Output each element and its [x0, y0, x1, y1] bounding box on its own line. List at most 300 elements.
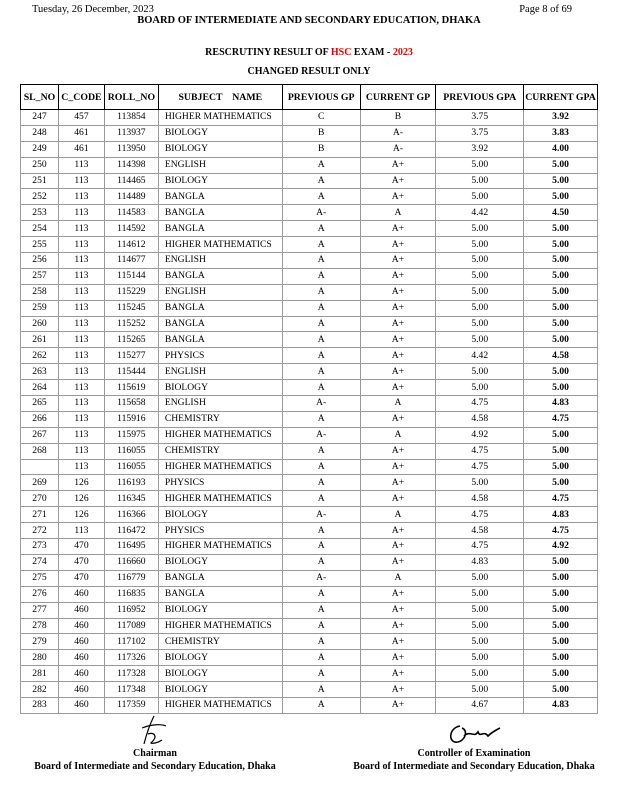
chairman-block — [10, 747, 300, 773]
previous-gpa-cell: 5.00 — [436, 300, 524, 316]
previous-gpa-cell: 4.58 — [436, 491, 524, 507]
current-gp-cell: A+ — [360, 364, 436, 380]
sl-no-cell: 256 — [21, 253, 59, 269]
previous-gpa-cell: 5.00 — [436, 364, 524, 380]
previous-gp-cell: A — [282, 666, 360, 682]
table-row — [21, 618, 598, 634]
subject-cell: ENGLISH — [158, 396, 282, 412]
previous-gpa-cell: 5.00 — [436, 253, 524, 269]
previous-gpa-cell: 5.00 — [436, 189, 524, 205]
current-gp-cell: A+ — [360, 666, 436, 682]
c-code-cell: 460 — [58, 682, 104, 698]
previous-gpa-cell: 3.75 — [436, 110, 524, 126]
table-row — [21, 602, 598, 618]
table-row — [21, 539, 598, 555]
subject-cell: BIOLOGY — [158, 380, 282, 396]
roll-no-cell: 117328 — [104, 666, 158, 682]
sl-no-cell: 275 — [21, 570, 59, 586]
current-gpa-cell: 5.00 — [524, 427, 598, 443]
subject-cell: BIOLOGY — [158, 125, 282, 141]
previous-gp-cell: A — [282, 459, 360, 475]
roll-no-cell: 116345 — [104, 491, 158, 507]
sl-no-cell: 261 — [21, 332, 59, 348]
sl-no-cell: 279 — [21, 634, 59, 650]
current-gpa-cell: 5.00 — [524, 300, 598, 316]
c-code-cell: 470 — [58, 539, 104, 555]
roll-no-cell: 116472 — [104, 523, 158, 539]
current-gpa-cell: 5.00 — [524, 189, 598, 205]
table-body — [21, 110, 598, 714]
exam-year: 2023 — [392, 47, 413, 58]
table-row — [21, 189, 598, 205]
c-code-cell: 126 — [58, 507, 104, 523]
col-subject-name: SUBJECT NAME — [158, 85, 282, 110]
roll-no-cell: 117359 — [104, 697, 158, 713]
table-row — [21, 268, 598, 284]
c-code-cell: 113 — [58, 173, 104, 189]
previous-gp-cell: A — [282, 411, 360, 427]
current-gpa-cell: 4.92 — [524, 539, 598, 555]
current-gpa-cell: 5.00 — [524, 570, 598, 586]
roll-no-cell: 116779 — [104, 570, 158, 586]
sl-no-cell: 259 — [21, 300, 59, 316]
chairman-title: Chairman — [133, 748, 177, 759]
previous-gp-cell: A — [282, 284, 360, 300]
current-gp-cell: A+ — [360, 634, 436, 650]
controller-title: Controller of Examination — [417, 748, 531, 759]
print-date: Tuesday, 26 December, 2023 — [32, 4, 154, 15]
c-code-cell: 113 — [58, 300, 104, 316]
c-code-cell: 460 — [58, 650, 104, 666]
previous-gp-cell: A — [282, 364, 360, 380]
roll-no-cell: 114489 — [104, 189, 158, 205]
previous-gpa-cell: 4.67 — [436, 697, 524, 713]
c-code-cell: 113 — [58, 268, 104, 284]
sl-no-cell: 271 — [21, 507, 59, 523]
previous-gp-cell: A — [282, 697, 360, 713]
current-gpa-cell: 4.75 — [524, 523, 598, 539]
subject-cell: HIGHER MATHEMATICS — [158, 697, 282, 713]
previous-gp-cell: A — [282, 682, 360, 698]
current-gpa-cell: 4.75 — [524, 491, 598, 507]
sl-no-cell: 282 — [21, 682, 59, 698]
current-gp-cell: A+ — [360, 268, 436, 284]
sl-no-cell: 255 — [21, 237, 59, 253]
sl-no-cell: 277 — [21, 602, 59, 618]
current-gpa-cell: 5.00 — [524, 554, 598, 570]
roll-no-cell: 114465 — [104, 173, 158, 189]
previous-gpa-cell: 4.75 — [436, 396, 524, 412]
sl-no-cell: 254 — [21, 221, 59, 237]
table-row — [21, 682, 598, 698]
table-row — [21, 570, 598, 586]
table-row — [21, 237, 598, 253]
roll-no-cell: 116366 — [104, 507, 158, 523]
sl-no-cell: 251 — [21, 173, 59, 189]
roll-no-cell: 116055 — [104, 459, 158, 475]
current-gp-cell: A+ — [360, 173, 436, 189]
sl-no-cell: 281 — [21, 666, 59, 682]
sl-no-cell: 260 — [21, 316, 59, 332]
table-row — [21, 253, 598, 269]
c-code-cell: 113 — [58, 380, 104, 396]
previous-gp-cell: A — [282, 554, 360, 570]
col-roll-no: ROLL_NO — [104, 85, 158, 110]
controller-block — [332, 747, 616, 773]
c-code-cell: 457 — [58, 110, 104, 126]
table-row — [21, 554, 598, 570]
c-code-cell: 113 — [58, 443, 104, 459]
sl-no-cell: 248 — [21, 125, 59, 141]
previous-gp-cell: A — [282, 253, 360, 269]
roll-no-cell: 114592 — [104, 221, 158, 237]
subject-cell: CHEMISTRY — [158, 634, 282, 650]
previous-gpa-cell: 5.00 — [436, 475, 524, 491]
col-previous-gp: PREVIOUS GP — [282, 85, 360, 110]
current-gp-cell: A+ — [360, 332, 436, 348]
chairman-signature — [132, 714, 176, 748]
c-code-cell: 460 — [58, 618, 104, 634]
previous-gpa-cell: 5.00 — [436, 173, 524, 189]
table-row — [21, 396, 598, 412]
table-row — [21, 411, 598, 427]
col-previous-gpa: PREVIOUS GPA — [436, 85, 524, 110]
table-row — [21, 475, 598, 491]
subject-cell: BIOLOGY — [158, 173, 282, 189]
current-gpa-cell: 5.00 — [524, 332, 598, 348]
c-code-cell: 461 — [58, 141, 104, 157]
col-sl-no: SL_NO — [21, 85, 59, 110]
current-gpa-cell: 4.58 — [524, 348, 598, 364]
previous-gp-cell: A — [282, 300, 360, 316]
previous-gp-cell: B — [282, 141, 360, 157]
roll-no-cell: 116193 — [104, 475, 158, 491]
current-gpa-cell: 5.00 — [524, 602, 598, 618]
table-header-row — [21, 85, 598, 110]
previous-gpa-cell: 5.00 — [436, 602, 524, 618]
current-gpa-cell: 5.00 — [524, 253, 598, 269]
previous-gp-cell: A — [282, 316, 360, 332]
table-row — [21, 634, 598, 650]
previous-gpa-cell: 5.00 — [436, 316, 524, 332]
result-title — [0, 47, 618, 58]
c-code-cell: 113 — [58, 427, 104, 443]
c-code-cell: 460 — [58, 586, 104, 602]
sl-no-cell — [21, 459, 59, 475]
sl-no-cell: 280 — [21, 650, 59, 666]
previous-gp-cell: B — [282, 125, 360, 141]
subject-cell: BIOLOGY — [158, 666, 282, 682]
previous-gpa-cell: 5.00 — [436, 284, 524, 300]
current-gp-cell: A- — [360, 141, 436, 157]
sl-no-cell: 269 — [21, 475, 59, 491]
roll-no-cell: 114677 — [104, 253, 158, 269]
previous-gp-cell: A — [282, 380, 360, 396]
previous-gp-cell: A — [282, 189, 360, 205]
previous-gpa-cell: 5.00 — [436, 570, 524, 586]
table-row — [21, 491, 598, 507]
c-code-cell: 113 — [58, 157, 104, 173]
roll-no-cell: 115619 — [104, 380, 158, 396]
previous-gpa-cell: 5.00 — [436, 666, 524, 682]
sl-no-cell: 266 — [21, 411, 59, 427]
roll-no-cell: 115975 — [104, 427, 158, 443]
c-code-cell: 113 — [58, 411, 104, 427]
table-row — [21, 348, 598, 364]
previous-gpa-cell: 4.75 — [436, 443, 524, 459]
current-gp-cell: A+ — [360, 300, 436, 316]
controller-signature — [446, 720, 502, 748]
current-gpa-cell: 4.75 — [524, 411, 598, 427]
current-gpa-cell: 5.00 — [524, 475, 598, 491]
current-gp-cell: A+ — [360, 618, 436, 634]
c-code-cell: 113 — [58, 253, 104, 269]
sl-no-cell: 274 — [21, 554, 59, 570]
previous-gp-cell: A- — [282, 427, 360, 443]
current-gp-cell: A — [360, 427, 436, 443]
previous-gp-cell: A — [282, 523, 360, 539]
c-code-cell: 113 — [58, 284, 104, 300]
subject-cell: BIOLOGY — [158, 682, 282, 698]
c-code-cell: 460 — [58, 602, 104, 618]
current-gp-cell: A+ — [360, 284, 436, 300]
c-code-cell: 113 — [58, 523, 104, 539]
roll-no-cell: 115229 — [104, 284, 158, 300]
roll-no-cell: 113950 — [104, 141, 158, 157]
current-gpa-cell: 3.83 — [524, 125, 598, 141]
subject-cell: BANGLA — [158, 570, 282, 586]
previous-gpa-cell: 5.00 — [436, 157, 524, 173]
previous-gpa-cell: 4.58 — [436, 411, 524, 427]
current-gp-cell: A+ — [360, 602, 436, 618]
roll-no-cell: 117102 — [104, 634, 158, 650]
sl-no-cell: 264 — [21, 380, 59, 396]
current-gpa-cell: 5.00 — [524, 157, 598, 173]
subject-cell: BANGLA — [158, 332, 282, 348]
previous-gp-cell: A — [282, 157, 360, 173]
sl-no-cell: 250 — [21, 157, 59, 173]
table-row — [21, 332, 598, 348]
current-gp-cell: A+ — [360, 475, 436, 491]
table-row — [21, 173, 598, 189]
col-current-gp: CURRENT GP — [360, 85, 436, 110]
sl-no-cell: 270 — [21, 491, 59, 507]
current-gpa-cell: 5.00 — [524, 268, 598, 284]
subject-cell: BANGLA — [158, 316, 282, 332]
current-gpa-cell: 4.83 — [524, 507, 598, 523]
roll-no-cell: 114583 — [104, 205, 158, 221]
subject-cell: BANGLA — [158, 205, 282, 221]
current-gp-cell: A+ — [360, 237, 436, 253]
table-row — [21, 284, 598, 300]
result-table — [20, 84, 598, 714]
previous-gpa-cell: 4.58 — [436, 523, 524, 539]
current-gpa-cell: 5.00 — [524, 634, 598, 650]
sl-no-cell: 276 — [21, 586, 59, 602]
table-row — [21, 205, 598, 221]
table-row — [21, 586, 598, 602]
current-gpa-cell: 5.00 — [524, 221, 598, 237]
previous-gpa-cell: 5.00 — [436, 221, 524, 237]
previous-gp-cell: A — [282, 332, 360, 348]
table-row — [21, 650, 598, 666]
previous-gpa-cell: 4.75 — [436, 459, 524, 475]
current-gpa-cell: 5.00 — [524, 586, 598, 602]
roll-no-cell: 115444 — [104, 364, 158, 380]
previous-gpa-cell: 5.00 — [436, 332, 524, 348]
c-code-cell: 113 — [58, 316, 104, 332]
current-gpa-cell: 4.00 — [524, 141, 598, 157]
previous-gp-cell: A — [282, 618, 360, 634]
c-code-cell: 460 — [58, 634, 104, 650]
previous-gpa-cell: 4.42 — [436, 348, 524, 364]
sl-no-cell: 278 — [21, 618, 59, 634]
chairman-org: Board of Intermediate and Secondary Education, Dhaka — [34, 761, 276, 772]
current-gp-cell: A+ — [360, 459, 436, 475]
c-code-cell: 126 — [58, 491, 104, 507]
previous-gp-cell: A — [282, 602, 360, 618]
current-gp-cell: B — [360, 110, 436, 126]
subject-cell: BANGLA — [158, 189, 282, 205]
subject-cell: PHYSICS — [158, 523, 282, 539]
roll-no-cell: 115245 — [104, 300, 158, 316]
current-gp-cell: A — [360, 570, 436, 586]
previous-gp-cell: A — [282, 634, 360, 650]
c-code-cell: 470 — [58, 554, 104, 570]
title-prefix: RESCRUTINY RESULT OF — [205, 47, 331, 58]
roll-no-cell: 115144 — [104, 268, 158, 284]
subject-cell: HIGHER MATHEMATICS — [158, 459, 282, 475]
previous-gp-cell: A — [282, 348, 360, 364]
subject-cell: CHEMISTRY — [158, 411, 282, 427]
subject-cell: BIOLOGY — [158, 602, 282, 618]
table-row — [21, 427, 598, 443]
current-gp-cell: A+ — [360, 157, 436, 173]
current-gp-cell: A+ — [360, 697, 436, 713]
c-code-cell: 113 — [58, 237, 104, 253]
c-code-cell: 470 — [58, 570, 104, 586]
roll-no-cell: 115265 — [104, 332, 158, 348]
previous-gp-cell: A- — [282, 396, 360, 412]
sl-no-cell: 272 — [21, 523, 59, 539]
current-gpa-cell: 5.00 — [524, 284, 598, 300]
c-code-cell: 113 — [58, 221, 104, 237]
previous-gpa-cell: 3.92 — [436, 141, 524, 157]
col-c-code: C_CODE — [58, 85, 104, 110]
subject-cell: BANGLA — [158, 300, 282, 316]
roll-no-cell: 117089 — [104, 618, 158, 634]
current-gpa-cell: 5.00 — [524, 666, 598, 682]
previous-gp-cell: A — [282, 650, 360, 666]
c-code-cell: 460 — [58, 697, 104, 713]
table-row — [21, 221, 598, 237]
subject-cell: ENGLISH — [158, 364, 282, 380]
table-row — [21, 666, 598, 682]
roll-no-cell: 116952 — [104, 602, 158, 618]
c-code-cell: 126 — [58, 475, 104, 491]
sl-no-cell: 267 — [21, 427, 59, 443]
sl-no-cell: 249 — [21, 141, 59, 157]
table-row — [21, 697, 598, 713]
subject-cell: BANGLA — [158, 268, 282, 284]
current-gp-cell: A+ — [360, 443, 436, 459]
sl-no-cell: 253 — [21, 205, 59, 221]
subject-cell: BIOLOGY — [158, 554, 282, 570]
board-title: BOARD OF INTERMEDIATE AND SECONDARY EDUCATION, DHAKA — [137, 15, 481, 26]
subject-cell: HIGHER MATHEMATICS — [158, 237, 282, 253]
previous-gpa-cell: 5.00 — [436, 380, 524, 396]
current-gpa-cell: 4.50 — [524, 205, 598, 221]
title-mid: EXAM - — [351, 47, 393, 58]
previous-gpa-cell: 5.00 — [436, 634, 524, 650]
roll-no-cell: 117348 — [104, 682, 158, 698]
roll-no-cell: 116055 — [104, 443, 158, 459]
subject-cell: ENGLISH — [158, 284, 282, 300]
previous-gpa-cell: 5.00 — [436, 268, 524, 284]
exam-name: HSC — [330, 47, 352, 58]
current-gp-cell: A+ — [360, 491, 436, 507]
subject-cell: HIGHER MATHEMATICS — [158, 491, 282, 507]
previous-gpa-cell: 5.00 — [436, 682, 524, 698]
subject-cell: HIGHER MATHEMATICS — [158, 427, 282, 443]
sl-no-cell: 268 — [21, 443, 59, 459]
col-current-gpa: CURRENT GPA — [524, 85, 598, 110]
previous-gpa-cell: 5.00 — [436, 237, 524, 253]
subject-cell: HIGHER MATHEMATICS — [158, 110, 282, 126]
table-row — [21, 459, 598, 475]
roll-no-cell: 116660 — [104, 554, 158, 570]
table-row — [21, 523, 598, 539]
subject-cell: HIGHER MATHEMATICS — [158, 618, 282, 634]
current-gpa-cell: 5.00 — [524, 380, 598, 396]
previous-gpa-cell: 5.00 — [436, 650, 524, 666]
table-row — [21, 316, 598, 332]
roll-no-cell: 115916 — [104, 411, 158, 427]
table-row — [21, 300, 598, 316]
c-code-cell: 113 — [58, 364, 104, 380]
table-row — [21, 141, 598, 157]
current-gpa-cell: 5.00 — [524, 364, 598, 380]
current-gp-cell: A+ — [360, 316, 436, 332]
current-gp-cell: A — [360, 205, 436, 221]
current-gp-cell: A+ — [360, 523, 436, 539]
sl-no-cell: 262 — [21, 348, 59, 364]
table-row — [21, 380, 598, 396]
current-gp-cell: A+ — [360, 682, 436, 698]
current-gp-cell: A — [360, 396, 436, 412]
c-code-cell: 113 — [58, 396, 104, 412]
subject-cell: ENGLISH — [158, 157, 282, 173]
result-subtitle: CHANGED RESULT ONLY — [247, 66, 371, 77]
previous-gp-cell: A — [282, 491, 360, 507]
previous-gp-cell: A — [282, 443, 360, 459]
roll-no-cell: 113854 — [104, 110, 158, 126]
current-gpa-cell: 5.00 — [524, 650, 598, 666]
sl-no-cell: 257 — [21, 268, 59, 284]
roll-no-cell: 114612 — [104, 237, 158, 253]
current-gp-cell: A+ — [360, 253, 436, 269]
previous-gpa-cell: 4.75 — [436, 539, 524, 555]
roll-no-cell: 115252 — [104, 316, 158, 332]
current-gpa-cell: 5.00 — [524, 173, 598, 189]
c-code-cell: 113 — [58, 205, 104, 221]
table-row — [21, 157, 598, 173]
subject-cell: HIGHER MATHEMATICS — [158, 539, 282, 555]
previous-gpa-cell: 4.75 — [436, 507, 524, 523]
table-row — [21, 125, 598, 141]
table-row — [21, 507, 598, 523]
table-row — [21, 110, 598, 126]
